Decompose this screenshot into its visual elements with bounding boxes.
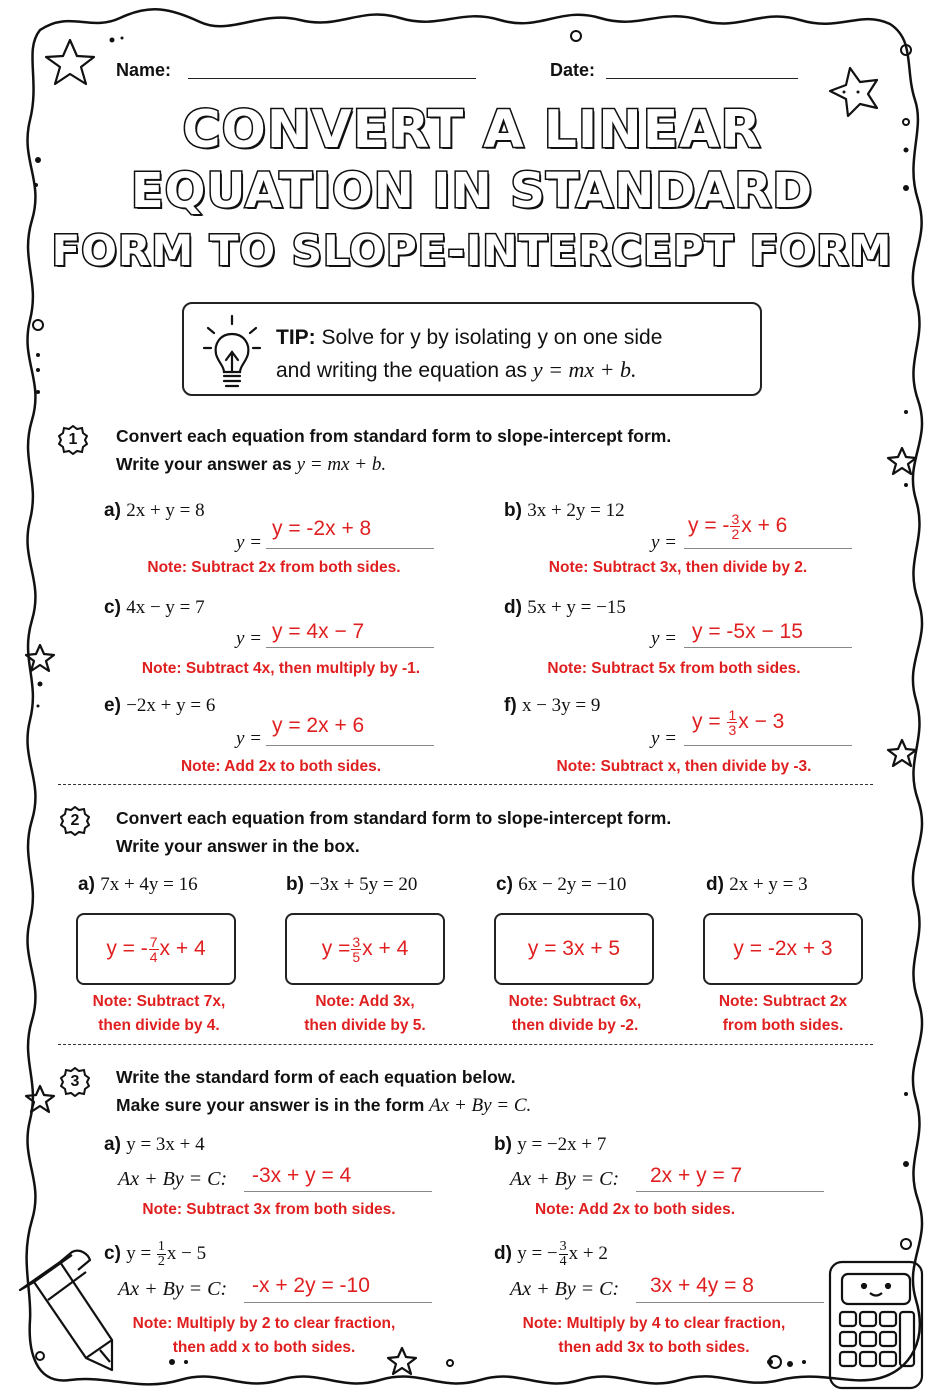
section-1-inst2-eq: y = mx + b.	[296, 454, 387, 475]
section-3-number: 3	[70, 1073, 80, 1090]
answer-box-2a[interactable]: y = - $\frac{7}{4}$ x + 4	[76, 913, 236, 985]
problem-2d: d) 2x + y = 3	[706, 874, 808, 895]
answer-line	[244, 1302, 432, 1303]
section-1-instructions	[116, 422, 671, 479]
note-1d: Note: Subtract 5x from both sides.	[547, 660, 801, 677]
page-title-line1: CONVERT A LINEAR	[182, 100, 762, 160]
problem-1f: f) x − 3y = 9	[504, 695, 601, 716]
answer-line	[244, 1191, 432, 1192]
answer-line	[684, 647, 852, 648]
note-2b: Note: Add 3x, then divide by 5.	[304, 993, 426, 1034]
problem-3b: b) y = −2x + 7	[494, 1134, 607, 1155]
abc-label: Ax + By = C:	[118, 1168, 228, 1190]
note-2c: Note: Subtract 6x, then divide by -2.	[508, 993, 642, 1034]
answer-1f[interactable]: y = $\frac{1}{3}x - 3$	[692, 707, 785, 738]
section-2-inst1: Convert each equation from standard form to slope-intercept form.	[116, 808, 672, 828]
note-3d: Note: Multiply by 4 to clear fraction, then add 3x to both sides.	[522, 1315, 786, 1356]
pencil-icon	[20, 1251, 112, 1370]
answer-3a[interactable]: -3x + y = 4	[252, 1164, 352, 1187]
answer-box-2d[interactable]: y = -2x + 3	[703, 913, 863, 985]
tip-label: TIP:	[276, 326, 316, 349]
problem-3c: c) y = $\frac{1}{2}x - 5$	[104, 1239, 207, 1269]
answer-box-2c[interactable]: y = 3x + 5	[494, 913, 654, 985]
note-3a: Note: Subtract 3x from both sides.	[142, 1201, 396, 1218]
tip-box	[182, 302, 762, 396]
section-1-number: 1	[68, 431, 78, 448]
y-label: y =	[651, 628, 678, 649]
section-3-inst2-eq: Ax + By = C.	[429, 1095, 532, 1116]
problem-1c: c) 4x − y = 7	[104, 597, 205, 618]
answer-line	[684, 548, 852, 549]
page-title-line2: EQUATION IN STANDARD	[130, 163, 814, 219]
answer-line	[636, 1302, 824, 1303]
note-3c: Note: Multiply by 2 to clear fraction, then add x to both sides.	[132, 1315, 396, 1356]
y-label: y =	[236, 532, 263, 553]
problem-2a: a) 7x + 4y = 16	[78, 874, 198, 895]
note-3b: Note: Add 2x to both sides.	[534, 1201, 736, 1218]
answer-1d[interactable]: y = -5x − 15	[692, 620, 803, 643]
date-field[interactable]	[606, 78, 798, 79]
y-label: y =	[651, 728, 678, 749]
answer-line	[266, 745, 434, 746]
problem-1e: e) −2x + y = 6	[104, 695, 216, 716]
answer-line	[266, 548, 434, 549]
lightbulb-icon	[202, 314, 262, 392]
section-3-instructions	[116, 1063, 531, 1120]
note-1b: Note: Subtract 3x, then divide by 2.	[548, 559, 808, 576]
y-label: y =	[236, 628, 263, 649]
problem-1b: b) 3x + 2y = 12	[504, 500, 625, 521]
calculator-icon	[830, 1262, 922, 1388]
y-label: y =	[651, 532, 678, 553]
tip-equation: y = mx + b.	[532, 357, 637, 382]
problem-1a: a) 2x + y = 8	[104, 500, 205, 521]
note-2d: Note: Subtract 2x from both sides.	[718, 993, 848, 1034]
section-3-inst2: Make sure your answer is in the form	[116, 1095, 430, 1115]
y-label: y =	[236, 728, 263, 749]
problem-1d: d) 5x + y = −15	[504, 597, 626, 618]
problem-3d: d) y = − $\frac{3}{4}x + 2$	[494, 1239, 608, 1269]
abc-label: Ax + By = C:	[510, 1278, 620, 1300]
answer-line	[684, 745, 852, 746]
answer-3b[interactable]: 2x + y = 7	[650, 1164, 743, 1187]
answer-3c[interactable]: -x + 2y = -10	[252, 1274, 370, 1297]
note-1f: Note: Subtract x, then divide by -3.	[556, 758, 812, 775]
abc-label: Ax + By = C:	[510, 1168, 620, 1190]
answer-1b[interactable]: y = - $\frac{3}{2}x + 6$	[688, 511, 788, 542]
name-field[interactable]	[188, 78, 476, 79]
tip-line2: and writing the equation as	[276, 359, 533, 382]
answer-line	[266, 647, 434, 648]
page-title-line3: FORM TO SLOPE-INTERCEPT FORM	[51, 226, 893, 275]
note-1e: Note: Add 2x to both sides.	[180, 758, 382, 775]
answer-1e[interactable]: y = 2x + 6	[272, 714, 365, 737]
tip-line1: Solve for y by isolating y on one side	[315, 326, 663, 349]
section-2-inst2: Write your answer in the box.	[116, 836, 360, 856]
tip-text	[276, 322, 662, 387]
section-2-instructions	[116, 804, 671, 860]
section-2-number: 2	[70, 812, 80, 829]
date-label: Date:	[550, 60, 596, 80]
problem-2b: b) −3x + 5y = 20	[286, 874, 418, 895]
section-1-inst2: Write your answer as	[116, 454, 297, 474]
section-3-inst1: Write the standard form of each equation below.	[116, 1067, 516, 1087]
section-1-inst1: Convert each equation from standard form to slope-intercept form.	[116, 426, 672, 446]
name-label: Name:	[116, 60, 172, 80]
note-1a: Note: Subtract 2x from both sides.	[147, 559, 401, 576]
answer-1c[interactable]: y = 4x − 7	[272, 620, 365, 643]
abc-label: Ax + By = C:	[118, 1278, 228, 1300]
note-2a: Note: Subtract 7x, then divide by 4.	[92, 993, 226, 1034]
answer-1a[interactable]: y = -2x + 8	[272, 517, 372, 540]
section-divider	[58, 784, 873, 785]
problem-2c: c) 6x − 2y = −10	[496, 874, 627, 895]
answer-3d[interactable]: 3x + 4y = 8	[650, 1274, 754, 1297]
problem-3a: a) y = 3x + 4	[104, 1134, 205, 1155]
section-divider	[58, 1044, 873, 1045]
answer-line	[636, 1191, 824, 1192]
answer-box-2b[interactable]: y = $\frac{3}{5}$ x + 4	[285, 913, 445, 985]
note-1c: Note: Subtract 4x, then multiply by -1.	[141, 660, 421, 677]
